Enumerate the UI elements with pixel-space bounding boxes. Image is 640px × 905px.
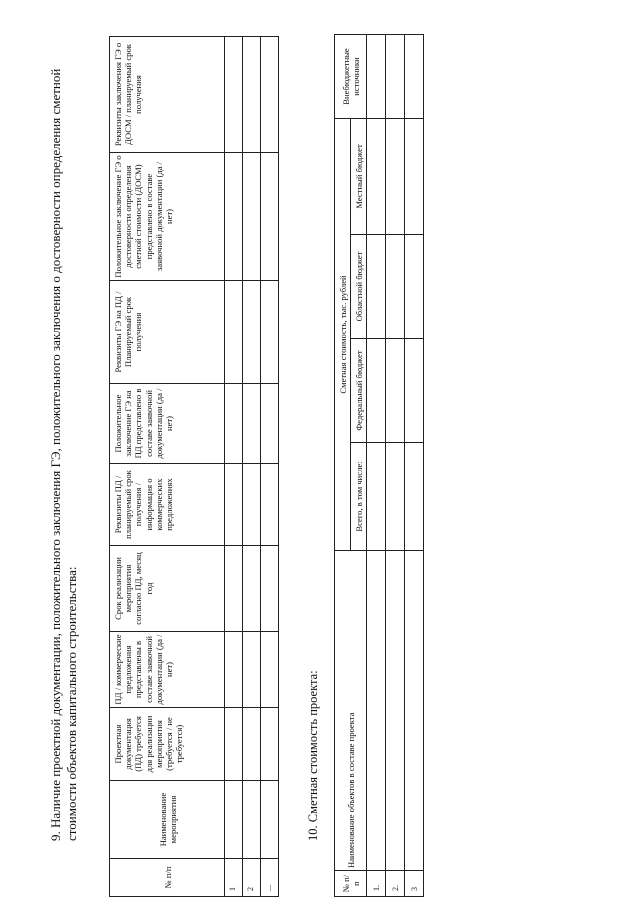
column-header: Внебюджетные источники (335, 34, 367, 118)
project-documentation-table (109, 36, 279, 897)
column-header: Наименование объектов в составе проекта (335, 551, 367, 871)
column-header: Всего, в том числе: (351, 443, 367, 551)
column-header: Реквизиты заключения ГЭ о ДОСМ / планируемый срок получения (110, 37, 225, 153)
row-number: 3 (405, 871, 424, 897)
section9-heading: 9. Наличие проектной документации, положительного заключения ГЭ, положительного заключения о достоверности определения сметной стоимости объектов капитального строительства: (48, 68, 79, 841)
column-header: Положительное заключение ГЭ на ПД представлено в составе заявочной документации (да / нет) (110, 384, 225, 464)
table-row (243, 37, 261, 897)
column-header: Федеральный бюджет (351, 339, 367, 443)
column-header: № п/п (335, 871, 367, 897)
estimated-cost-table (334, 34, 424, 897)
row-number: ... (261, 859, 279, 897)
column-header: Реквизиты ГЭ на ПД / Планируемый срок получения (110, 281, 225, 384)
table-header-row (110, 37, 225, 897)
table-header-row (335, 34, 351, 896)
column-header: Местный бюджет (351, 118, 367, 234)
row-number: 2 (243, 859, 261, 897)
table-row (261, 37, 279, 897)
column-header: Срок реализации мероприятия согласно ПД, месяц год (110, 546, 225, 632)
column-header: № п/п (110, 859, 225, 897)
column-header: Реквизиты ПД / планируемый срок получения / информация о коммерческих предложениях (110, 464, 225, 546)
row-number: 1. (367, 871, 386, 897)
group-header: Сметная стоимость, тыс. рублей (335, 118, 351, 550)
column-header: Областной бюджет (351, 235, 367, 339)
table-row (367, 34, 386, 896)
table-row (386, 34, 405, 896)
table-row (225, 37, 243, 897)
column-header: Положительное заключение ГЭ о достоверности определения сметной стоимости (ДОСМ) представлено в составе заявочной документации (да / нет) (110, 153, 225, 281)
column-header: Наименование мероприятия (110, 781, 225, 859)
section10-heading: 10. Сметная стоимость проекта: (306, 670, 320, 841)
table-row (405, 34, 424, 896)
column-header: ПД / коммерческие предложения представлены в составе заявочной документации (да / нет) (110, 632, 225, 708)
column-header: Проектная документация (ПД) требуется для реализации мероприятия (требуется / не требуется) (110, 708, 225, 781)
row-number: 2. (386, 871, 405, 897)
row-number: 1 (225, 859, 243, 897)
